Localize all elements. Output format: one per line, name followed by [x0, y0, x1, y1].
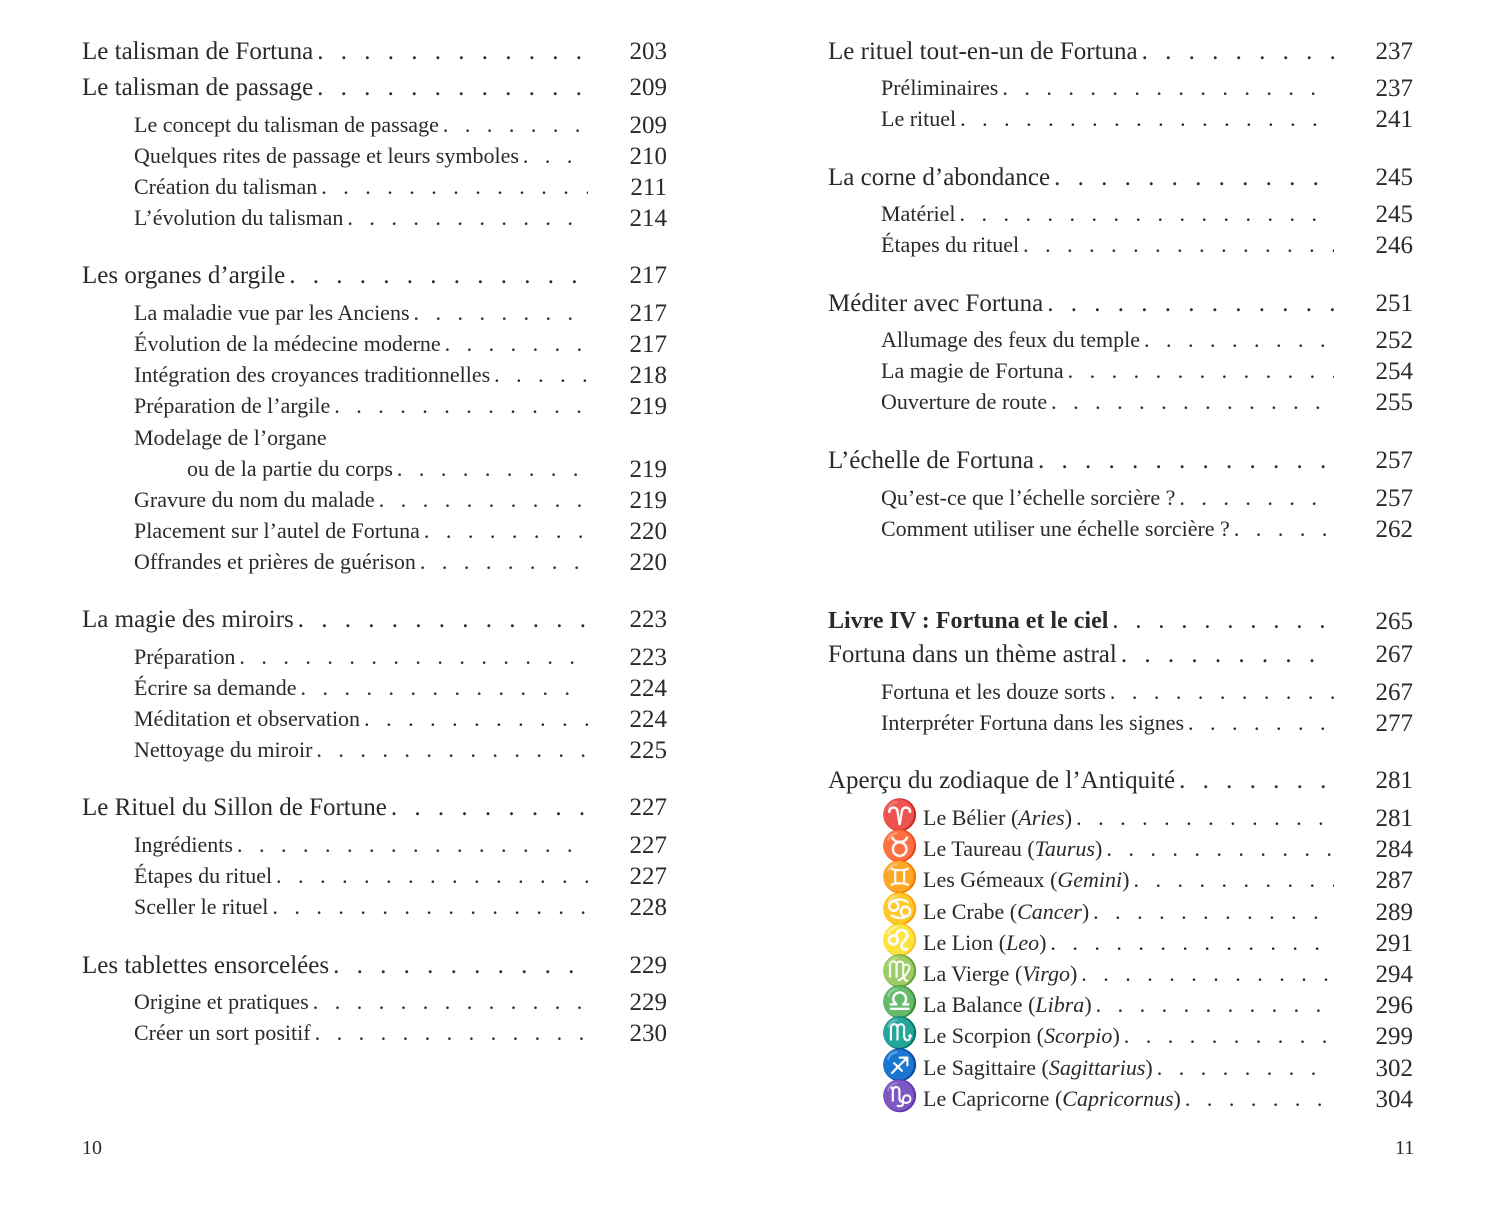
page-number-footer: 11	[1395, 1137, 1415, 1159]
toc-entry-title: Fortuna et les douze sorts	[881, 679, 1106, 704]
toc-page-number: 294	[1375, 961, 1413, 988]
toc-entry-title: Fortuna dans un thème astral	[828, 641, 1117, 668]
toc-page-number: 227	[629, 794, 667, 821]
dot-leader	[960, 201, 1334, 227]
dot-leader	[1106, 836, 1334, 862]
dot-leader	[333, 952, 588, 980]
toc-page-number: 245	[1375, 164, 1413, 191]
dot-leader	[1124, 1023, 1334, 1049]
toc-page-number: 227	[629, 863, 667, 890]
dot-leader	[1038, 447, 1334, 475]
toc-subentry	[134, 675, 667, 702]
dot-leader	[347, 205, 588, 231]
dot-leader	[1121, 641, 1334, 669]
dot-leader	[313, 989, 588, 1015]
toc-page-number: 252	[1375, 327, 1413, 354]
zodiac-name: Le Crabe	[923, 898, 1005, 924]
zodiac-latin-name: Cancer	[1017, 898, 1082, 924]
zodiac-name: Le Capricorne	[923, 1085, 1050, 1111]
toc-subentry	[881, 201, 1413, 228]
toc-page-number: 257	[1375, 485, 1413, 512]
toc-subentry	[134, 487, 667, 514]
toc-subentry	[881, 232, 1413, 259]
cancer-sign-icon: ♋	[881, 891, 919, 927]
toc-page-number: 224	[629, 706, 667, 733]
toc-page-number: 257	[1375, 447, 1413, 474]
dot-leader	[239, 644, 588, 670]
zodiac-entry	[881, 860, 1413, 896]
toc-page-number: 227	[629, 832, 667, 859]
toc-page-number: 230	[629, 1020, 667, 1047]
toc-subentry	[134, 832, 667, 859]
toc-entry-title: Livre IV : Fortuna et le ciel	[828, 608, 1109, 634]
toc-entry-title: La magie de Fortuna	[881, 358, 1064, 383]
dot-leader	[379, 487, 588, 513]
toc-page-number: 246	[1375, 232, 1413, 259]
toc-entry-title: Méditation et observation	[134, 706, 361, 731]
toc-entry-title: Interpréter Fortuna dans les signes	[881, 710, 1185, 735]
toc-entry-title: Allumage des feux du temple	[881, 327, 1141, 352]
virgo-sign-icon: ♍	[881, 954, 919, 989]
toc-subentry	[881, 679, 1413, 706]
zodiac-latin-name: Sagittarius	[1048, 1054, 1146, 1080]
toc-entry-title: Les tablettes ensorcelées	[82, 952, 330, 979]
toc-entry-title: Gravure du nom du malade	[134, 487, 375, 512]
zodiac-latin-name: Leo	[1006, 929, 1040, 955]
toc-entry-title: Le Rituel du Sillon de Fortune	[82, 794, 387, 821]
toc-entry-title: Quelques rites de passage et leurs symboles	[134, 143, 519, 168]
toc-entry-title: Le Crabe (Cancer)	[923, 898, 1090, 924]
toc-entry-title: Offrandes et prières de guérison	[134, 549, 416, 574]
dot-leader	[397, 456, 588, 482]
toc-page-number: 209	[629, 112, 667, 139]
toc-subentry	[134, 205, 667, 232]
dot-leader	[272, 894, 588, 920]
toc-page-number: 228	[629, 894, 667, 921]
toc-entry-title: Le Scorpion (Scorpio)	[923, 1023, 1120, 1049]
toc-page-number: 211	[630, 174, 667, 201]
toc-page-number: 229	[629, 952, 667, 979]
toc-entry-title: Méditer avec Fortuna	[828, 290, 1044, 317]
zodiac-name: Le Lion	[923, 929, 994, 955]
dot-leader	[445, 331, 588, 357]
toc-page-number: 255	[1375, 389, 1413, 416]
toc-page-number: 225	[629, 737, 667, 764]
toc-subentry	[134, 737, 667, 764]
toc-page-number: 262	[1375, 516, 1413, 543]
toc-subentry	[134, 300, 667, 327]
toc-entry-title: Évolution de la médecine moderne	[134, 331, 441, 356]
toc-page-number: 217	[629, 331, 667, 358]
toc-entry-title: Comment utiliser une échelle sorcière ?	[881, 516, 1230, 541]
toc-subentry	[881, 106, 1413, 133]
dot-leader	[443, 112, 588, 138]
toc-entry-title: La maladie vue par les Anciens	[134, 300, 410, 325]
zodiac-entry	[881, 985, 1413, 1021]
dot-leader	[316, 737, 588, 763]
toc-subentry	[134, 331, 667, 358]
dot-leader	[1133, 867, 1334, 893]
dot-leader	[317, 38, 588, 66]
toc-entry-title: Le Capricorne (Capricornus)	[923, 1085, 1181, 1111]
toc-page-number: 265	[1375, 608, 1413, 635]
toc-subentry	[134, 863, 667, 890]
zodiac-name: Les Gémeaux	[923, 867, 1045, 893]
toc-page-number: 229	[629, 989, 667, 1016]
dot-leader	[1179, 485, 1334, 511]
toc-entry	[82, 74, 667, 102]
zodiac-entry	[881, 891, 1413, 927]
toc-subentry	[881, 485, 1413, 512]
toc-entry-title: Sceller le rituel	[134, 894, 269, 919]
toc-entry-title: Le talisman de Fortuna	[82, 38, 314, 65]
dot-leader	[1054, 164, 1334, 192]
toc-subentry	[134, 518, 667, 545]
toc-entry-title: Préliminaires	[881, 75, 999, 100]
toc-entry-title: Création du talisman	[134, 174, 318, 199]
toc-page-number: 267	[1375, 641, 1413, 668]
toc-subentry	[881, 710, 1413, 737]
dot-leader	[298, 606, 588, 634]
toc-entry	[828, 767, 1413, 795]
toc-page-number: 291	[1375, 929, 1413, 957]
toc-page-number: 218	[629, 362, 667, 389]
toc-page-number: 217	[629, 300, 667, 327]
toc-subentry	[134, 112, 667, 139]
dot-leader	[1068, 358, 1334, 384]
dot-leader	[391, 794, 588, 822]
toc-subentry	[881, 358, 1413, 385]
toc-page-number: 219	[629, 487, 667, 514]
zodiac-name: Le Taureau	[923, 836, 1022, 862]
toc-subentry	[134, 644, 667, 671]
zodiac-entry	[881, 922, 1413, 958]
toc-page-number: 302	[1375, 1054, 1413, 1082]
toc-entry-title: Le Sagittaire (Sagittarius)	[923, 1054, 1153, 1080]
dot-leader	[1234, 516, 1334, 542]
dot-leader	[321, 174, 588, 200]
dot-leader	[1047, 290, 1334, 318]
right-page	[750, 0, 1500, 1214]
toc-subentry	[187, 456, 667, 483]
dot-leader	[1081, 961, 1334, 987]
dot-leader	[1188, 710, 1334, 736]
toc-page-number: 237	[1375, 75, 1413, 102]
toc-entry	[82, 38, 667, 66]
dot-leader	[1096, 992, 1334, 1018]
toc-page-number: 209	[629, 74, 667, 101]
toc-subentry	[134, 143, 667, 170]
toc-entry	[82, 794, 667, 822]
toc-subentry	[881, 75, 1413, 102]
toc-entry	[82, 262, 667, 290]
zodiac-latin-name: Taurus	[1034, 836, 1095, 862]
leo-sign-icon: ♌	[881, 922, 919, 958]
toc-entry-title: Qu’est-ce que l’échelle sorcière ?	[881, 485, 1176, 510]
dot-leader	[1179, 767, 1334, 795]
toc-subentry	[134, 362, 667, 389]
dot-leader	[364, 706, 588, 732]
dot-leader	[317, 74, 588, 102]
dot-leader	[414, 300, 588, 326]
toc-entry	[828, 641, 1413, 669]
toc-subentry	[134, 989, 667, 1016]
toc-entry-title: La corne d’abondance	[828, 164, 1051, 191]
toc-entry-title: Préparation	[134, 644, 236, 669]
toc-entry-title: Étapes du rituel	[134, 863, 273, 888]
toc-subentry	[134, 393, 667, 420]
page-number-footer: 10	[82, 1137, 102, 1159]
dot-leader	[334, 393, 588, 419]
sagittarius-sign-icon: ♐	[881, 1047, 919, 1083]
toc-entry-title: L’échelle de Fortuna	[828, 447, 1034, 474]
toc-entry	[828, 447, 1413, 475]
dot-leader	[1157, 1055, 1334, 1081]
dot-leader	[289, 262, 588, 290]
toc-entry-title: Écrire sa demande	[134, 675, 297, 700]
toc-entry-title: Aperçu du zodiaque de l’Antiquité	[828, 767, 1176, 794]
toc-subentry	[134, 174, 667, 201]
dot-leader	[276, 863, 588, 889]
dot-leader	[1051, 389, 1334, 415]
toc-page-number: 254	[1375, 358, 1413, 385]
toc-page-number: 224	[629, 675, 667, 702]
zodiac-name: La Vierge	[923, 961, 1010, 986]
zodiac-entry	[881, 1016, 1413, 1052]
toc-page-number: 289	[1375, 898, 1413, 926]
toc-page-number: 219	[629, 393, 667, 420]
toc-page-number: 299	[1375, 1023, 1413, 1051]
toc-part-heading	[828, 608, 1413, 635]
zodiac-entry	[881, 1078, 1413, 1114]
taurus-sign-icon: ♉	[881, 829, 919, 865]
toc-entry-title: Ouverture de route	[881, 389, 1048, 414]
toc-entry-title: Placement sur l’autel de Fortuna	[134, 518, 420, 543]
toc-entry-title: Le talisman de passage	[82, 74, 314, 101]
zodiac-latin-name: Libra	[1035, 992, 1085, 1018]
toc-entry-title: L’évolution du talisman	[134, 205, 344, 230]
toc-entry-title: Modelage de l’organe	[134, 425, 327, 450]
dot-leader	[523, 143, 588, 169]
toc-entry-title: Matériel	[881, 201, 956, 226]
dot-leader	[960, 106, 1334, 132]
toc-entry-title: Le Lion (Leo)	[923, 929, 1047, 955]
zodiac-name: Le Scorpion	[923, 1023, 1032, 1049]
toc-entry-title: Le Taureau (Taurus)	[923, 836, 1103, 862]
toc-entry	[828, 290, 1413, 318]
zodiac-latin-name: Virgo	[1022, 961, 1070, 986]
toc-entry	[82, 606, 667, 634]
toc-page-number: 223	[629, 606, 667, 633]
zodiac-name: La Balance	[923, 992, 1023, 1018]
toc-subentry	[881, 327, 1413, 354]
toc-entry-title: La Balance (Libra)	[923, 992, 1092, 1018]
toc-page-number: 214	[629, 205, 667, 232]
dot-leader	[1144, 327, 1334, 353]
toc-entry-title: Le rituel	[881, 106, 957, 131]
dot-leader	[237, 832, 588, 858]
toc-subentry	[881, 389, 1413, 416]
toc-page-number: 277	[1375, 710, 1413, 737]
toc-page-number: 304	[1375, 1085, 1413, 1113]
toc-page-number: 287	[1375, 867, 1413, 895]
toc-page-number: 245	[1375, 201, 1413, 228]
toc-entry-title: Étapes du rituel	[881, 232, 1020, 257]
zodiac-latin-name: Gemini	[1057, 867, 1123, 893]
zodiac-entry	[881, 1047, 1413, 1083]
dot-leader	[420, 549, 588, 575]
dot-leader	[1002, 75, 1334, 101]
toc-page-number: 203	[629, 38, 667, 65]
toc-entry-title: Origine et pratiques	[134, 989, 309, 1014]
toc-entry-title: Ingrédients	[134, 832, 233, 857]
zodiac-latin-name: Aries	[1018, 805, 1065, 830]
dot-leader	[494, 362, 588, 388]
toc-page-number: 217	[629, 262, 667, 289]
dot-leader	[1076, 805, 1334, 831]
dot-leader	[1023, 232, 1334, 258]
zodiac-entry	[881, 798, 1413, 833]
dot-leader	[1110, 679, 1334, 705]
dot-leader	[424, 518, 588, 544]
toc-page-number: 296	[1375, 992, 1413, 1020]
zodiac-name: Le Bélier	[923, 805, 1006, 830]
zodiac-name: Le Sagittaire	[923, 1054, 1037, 1080]
toc-subentry	[134, 549, 667, 576]
toc-subentry	[881, 516, 1413, 543]
dot-leader	[300, 675, 588, 701]
toc-subentry	[134, 894, 667, 921]
toc-subentry	[134, 706, 667, 733]
zodiac-entry	[881, 829, 1413, 865]
toc-entry-title: Intégration des croyances traditionnelles	[134, 362, 491, 387]
toc-page-number: 220	[629, 549, 667, 576]
dot-leader	[315, 1020, 588, 1046]
capricorn-sign-icon: ♑	[881, 1078, 919, 1114]
dot-leader	[1050, 930, 1334, 956]
toc-page-number: 241	[1375, 106, 1413, 133]
zodiac-latin-name: Capricornus	[1062, 1085, 1174, 1111]
toc-page-number: 281	[1375, 805, 1413, 832]
toc-entry-title: Le Bélier (Aries)	[923, 805, 1073, 830]
toc-page-number: 284	[1375, 836, 1413, 864]
dot-leader	[1142, 38, 1334, 66]
toc-entry-title: Le concept du talisman de passage	[134, 112, 439, 137]
toc-page-number: 281	[1375, 767, 1413, 794]
toc-entry	[82, 952, 667, 980]
toc-entry	[828, 164, 1413, 192]
dot-leader	[1185, 1086, 1334, 1112]
toc-entry-title: La magie des miroirs	[82, 606, 294, 633]
toc-entry-title: Nettoyage du miroir	[134, 737, 313, 762]
toc-page-number: 237	[1375, 38, 1413, 65]
toc-subentry	[134, 1020, 667, 1047]
zodiac-latin-name: Scorpio	[1043, 1023, 1113, 1049]
toc-page-number: 267	[1375, 679, 1413, 706]
dot-leader	[1112, 608, 1334, 635]
aries-sign-icon: ♈	[881, 798, 919, 833]
toc-entry-title: Préparation de l’argile	[134, 393, 331, 418]
toc-entry-title: La Vierge (Virgo)	[923, 961, 1078, 986]
toc-page-number: 219	[629, 456, 667, 483]
toc-entry-title: Le rituel tout-en-un de Fortuna	[828, 38, 1138, 65]
zodiac-entry	[881, 954, 1413, 989]
toc-entry-title: Les organes d’argile	[82, 262, 286, 289]
toc-entry-title: Les Gémeaux (Gemini)	[923, 867, 1130, 893]
toc-entry	[828, 38, 1413, 66]
gemini-sign-icon: ♊	[881, 860, 919, 896]
libra-sign-icon: ♎	[881, 985, 919, 1021]
dot-leader	[1093, 899, 1334, 925]
toc-page-number: 210	[629, 143, 667, 170]
toc-entry-title: Créer un sort positif	[134, 1020, 311, 1045]
toc-page-number: 223	[629, 644, 667, 671]
toc-entry-continuation: ou de la partie du corps	[187, 456, 393, 481]
toc-page-number: 220	[629, 518, 667, 545]
scorpio-sign-icon: ♏	[881, 1016, 919, 1052]
toc-page-number: 251	[1375, 290, 1413, 317]
